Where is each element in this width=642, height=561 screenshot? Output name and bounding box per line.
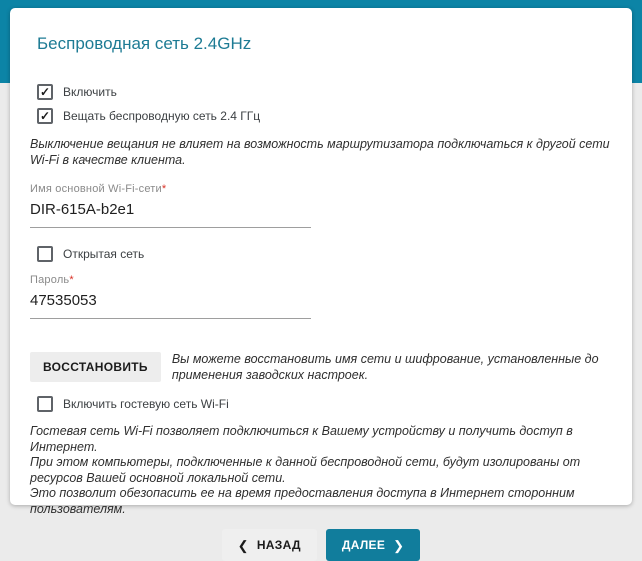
checkmark-icon: ✓ [39, 85, 51, 99]
password-label: Пароль* [30, 274, 74, 286]
next-button-label: ДАЛЕЕ [341, 538, 386, 552]
guest-note-line: Это позволит обезопасить ее на время предоставления доступа в Интернет сторонним пользователям. [30, 486, 575, 516]
chevron-right-icon: ❯ [393, 537, 405, 553]
enable-wifi-checkbox-row[interactable] [37, 84, 612, 100]
ssid-input[interactable] [30, 197, 311, 228]
broadcast-note-text: Выключение вещания не влияет на возможность маршрутизатора подключаться к другой сети Wi-Fi в качестве клиента. [30, 137, 610, 167]
broadcast-label: Вещать беспроводную сеть 2.4 ГГц [63, 109, 261, 123]
back-button-label: НАЗАД [256, 538, 301, 552]
settings-card [10, 8, 632, 553]
open-network-label: Открытая сеть [63, 247, 145, 261]
chevron-left-icon: ❮ [237, 537, 249, 553]
enable-wifi-checkbox[interactable] [37, 84, 53, 100]
password-input[interactable] [30, 288, 311, 319]
page-title: Беспроводная сеть 2.4GHz [37, 34, 252, 53]
broadcast-checkbox-row[interactable] [37, 108, 612, 124]
required-asterisk: * [69, 274, 74, 286]
guest-wifi-label: Включить гостевую сеть Wi-Fi [63, 397, 229, 411]
broadcast-note [30, 137, 612, 168]
checkmark-icon: ✓ [39, 109, 51, 123]
back-button[interactable] [222, 529, 317, 561]
restore-section [30, 352, 612, 383]
enable-wifi-label: Включить [63, 85, 117, 99]
guest-note-line: Гостевая сеть Wi-Fi позволяет подключиться к Вашему устройству и получить доступ в Интернет. [30, 424, 573, 454]
ssid-label: Имя основной Wi-Fi-сети* [30, 183, 167, 195]
guest-wifi-checkbox-row[interactable] [37, 396, 612, 412]
restore-note [172, 352, 612, 383]
required-asterisk: * [161, 183, 167, 195]
footer-actions [30, 529, 612, 561]
broadcast-checkbox[interactable] [37, 108, 53, 124]
open-network-checkbox-row[interactable] [37, 246, 612, 262]
ssid-field [30, 183, 612, 228]
guest-note [30, 424, 612, 517]
guest-note-line: При этом компьютеры, подключенные к данной беспроводной сети, будут изолированы от ресурсов Вашей основной локальной сети. [30, 455, 581, 485]
next-button[interactable] [326, 529, 421, 561]
restore-note-text: Вы можете восстановить имя сети и шифрование, установленные до применения заводских настроек. [171, 352, 599, 382]
open-network-checkbox[interactable] [37, 246, 53, 262]
restore-button[interactable]: ВОССТАНОВИТЬ [30, 352, 161, 382]
guest-wifi-checkbox[interactable] [37, 396, 53, 412]
password-field [30, 274, 612, 319]
